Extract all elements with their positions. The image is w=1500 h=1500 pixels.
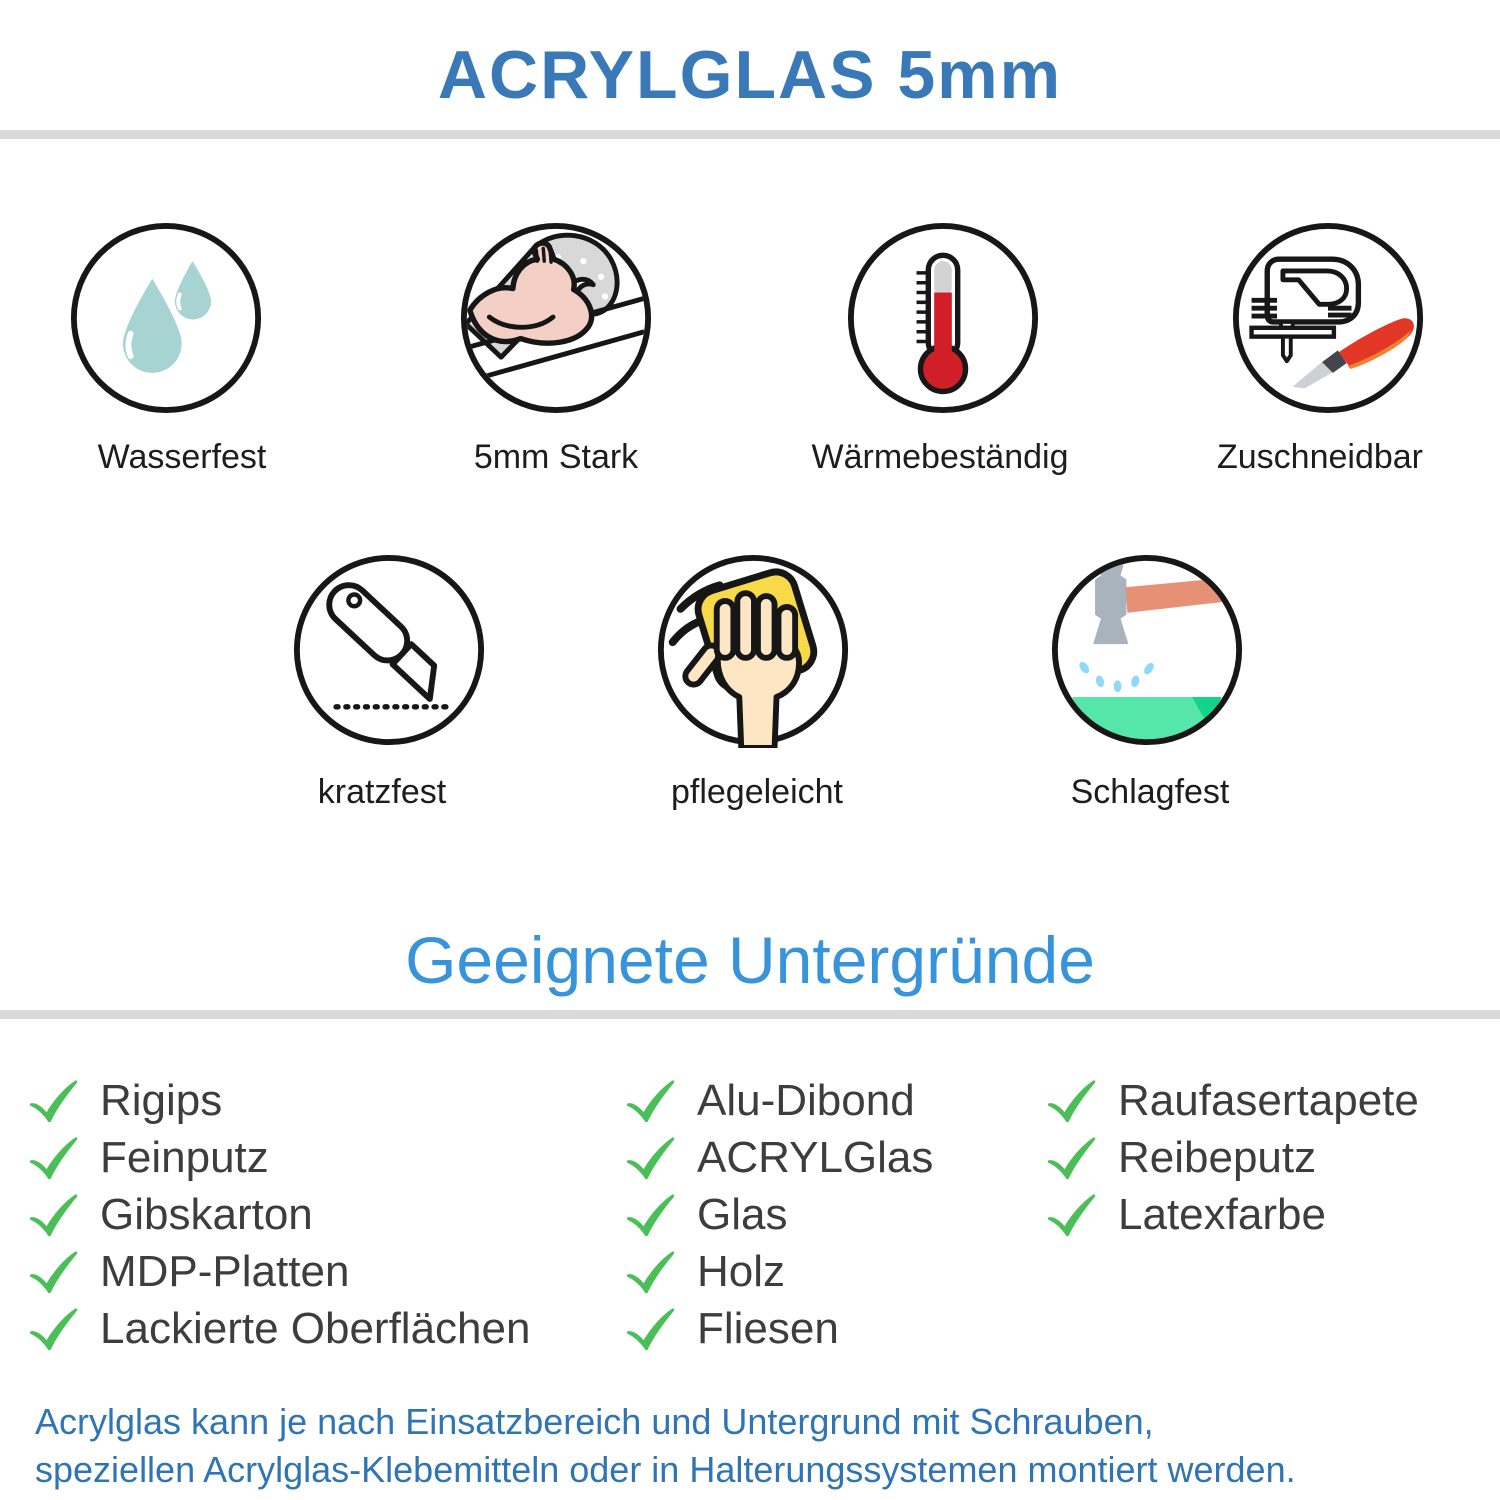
jigsaw-icon — [1230, 220, 1426, 416]
list-item-label: ACRYLGlas — [697, 1132, 934, 1182]
flexed-arm-icon — [458, 220, 654, 416]
footer-note — [35, 1398, 1296, 1494]
check-icon — [30, 1251, 78, 1293]
page-title: ACRYLGLAS 5mm — [437, 37, 1063, 113]
water-drops-icon — [68, 220, 264, 416]
check-icon — [627, 1251, 675, 1293]
check-icon — [1048, 1137, 1096, 1179]
list-item-label: Rigips — [100, 1075, 223, 1125]
feature-label: Wasserfest — [97, 438, 267, 476]
list-item — [30, 1300, 530, 1357]
list-item-label: Feinputz — [100, 1132, 269, 1182]
list-item-label: Gibskarton — [100, 1189, 313, 1239]
check-icon — [1048, 1194, 1096, 1236]
substrates-heading: Geeignete Untergründe — [405, 923, 1095, 997]
substrates-column-2 — [627, 1072, 933, 1357]
list-item — [30, 1129, 530, 1186]
feature-label: pflegeleicht — [670, 773, 844, 811]
feature-label: Zuschneidbar — [1216, 438, 1424, 476]
check-icon — [30, 1194, 78, 1236]
substrates-column-3 — [1048, 1072, 1419, 1243]
list-item — [1048, 1072, 1419, 1129]
list-item-label: Holz — [697, 1246, 786, 1296]
footer-line-2: speziellen Acrylglas-Klebemitteln oder in Halterungssystemen montiert werden. — [35, 1449, 1296, 1490]
list-item-label: Fliesen — [697, 1303, 839, 1353]
feature-label: 5mm Stark — [473, 438, 639, 476]
list-item-label: Latexfarbe — [1118, 1189, 1326, 1239]
list-item-label: Raufasertapete — [1118, 1075, 1419, 1125]
list-item — [30, 1072, 530, 1129]
cleaning-hand-icon — [655, 552, 851, 748]
check-icon — [30, 1137, 78, 1179]
check-icon — [627, 1080, 675, 1122]
feature-label: kratzfest — [317, 773, 447, 811]
list-item-label: Alu-Dibond — [697, 1075, 915, 1125]
list-item-label: MDP-Platten — [100, 1246, 350, 1296]
utility-knife-icon — [291, 552, 487, 748]
feature-label: Schlagfest — [1070, 773, 1230, 811]
divider-bar-middle — [0, 1010, 1500, 1019]
list-item — [30, 1186, 530, 1243]
list-item — [627, 1186, 933, 1243]
divider-bar-top — [0, 130, 1500, 139]
list-item — [627, 1243, 933, 1300]
list-item-label: Reibeputz — [1118, 1132, 1317, 1182]
list-item — [30, 1243, 530, 1300]
list-item-label: Lackierte Oberflächen — [100, 1303, 531, 1353]
list-item-label: Glas — [697, 1189, 788, 1239]
list-item — [1048, 1186, 1419, 1243]
check-icon — [1048, 1080, 1096, 1122]
footer-line-1: Acrylglas kann je nach Einsatzbereich und Untergrund mit Schrauben, — [35, 1401, 1154, 1442]
check-icon — [30, 1080, 78, 1122]
check-icon — [30, 1308, 78, 1350]
list-item — [627, 1072, 933, 1129]
check-icon — [627, 1194, 675, 1236]
list-item — [1048, 1129, 1419, 1186]
check-icon — [627, 1137, 675, 1179]
list-item — [627, 1300, 933, 1357]
substrates-column-1 — [30, 1072, 530, 1357]
check-icon — [627, 1308, 675, 1350]
thermometer-icon — [845, 220, 1041, 416]
list-item — [627, 1129, 933, 1186]
feature-label: Wärmebeständig — [811, 438, 1069, 476]
hammer-icon — [1049, 552, 1245, 748]
